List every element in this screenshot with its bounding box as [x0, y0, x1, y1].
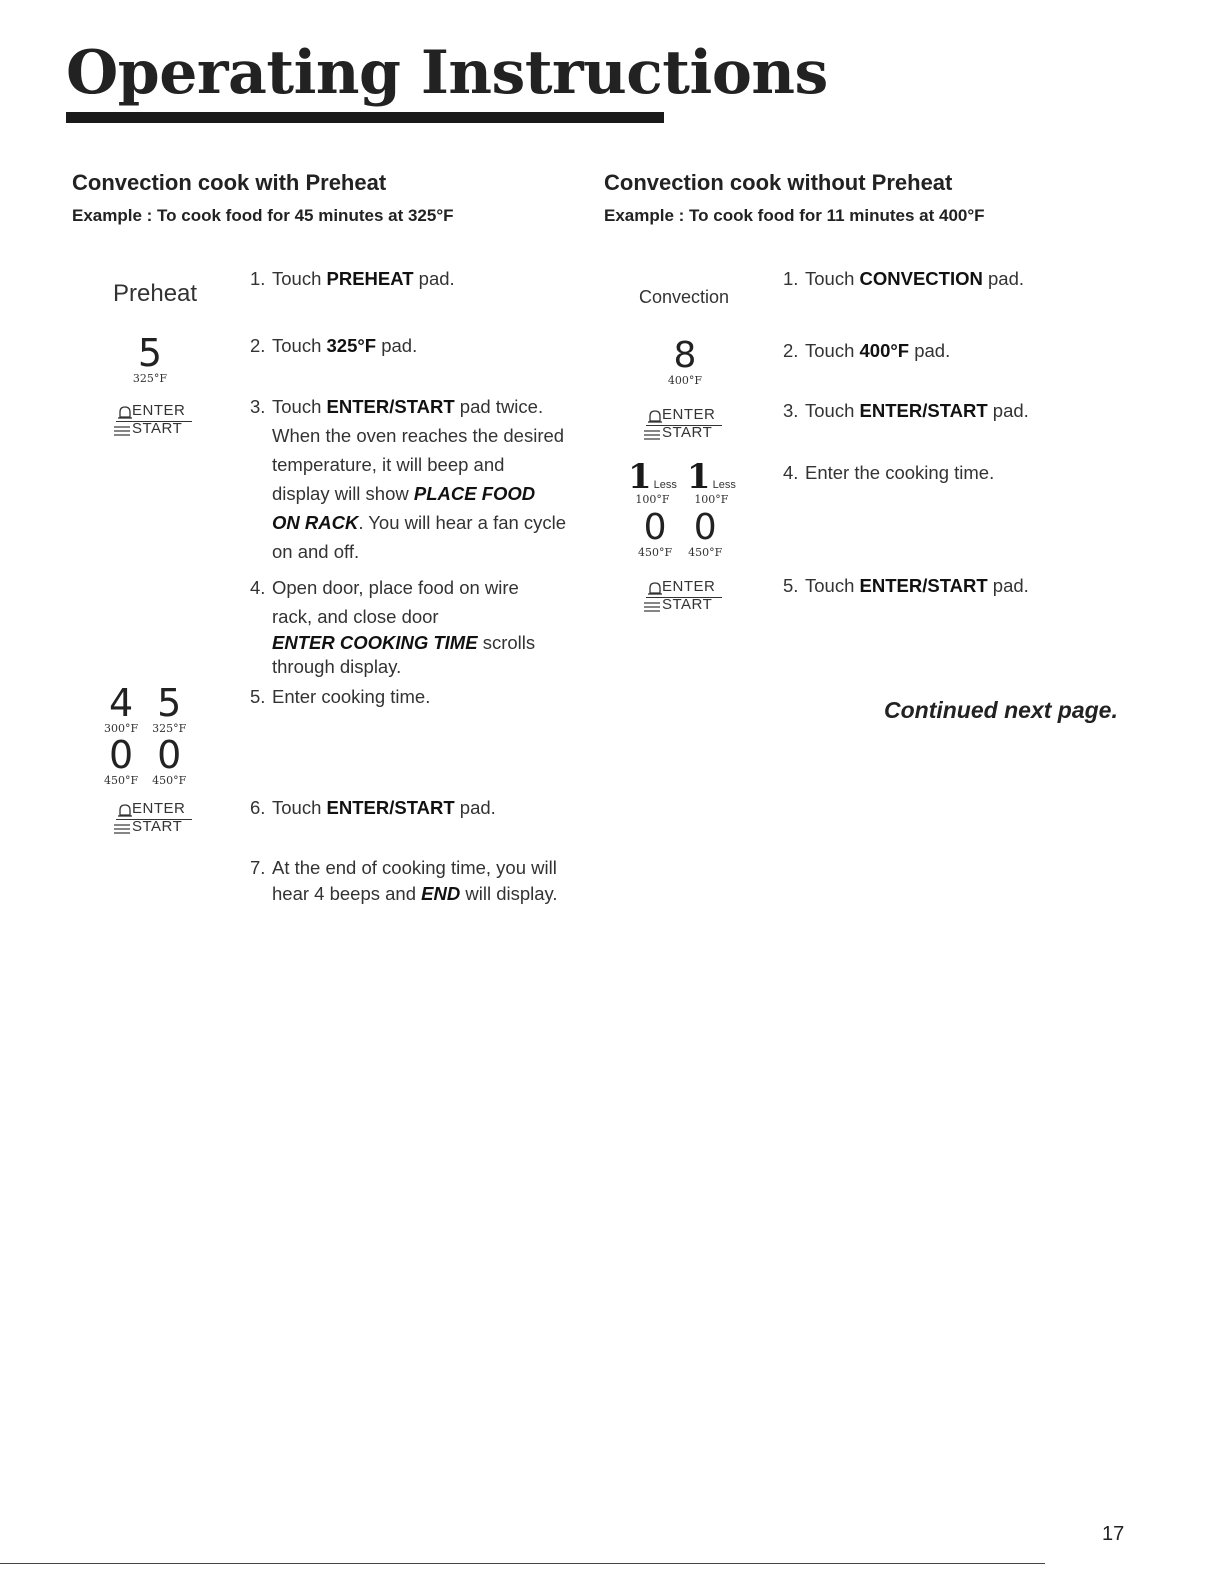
display-message: ENTER COOKING TIME [272, 632, 478, 653]
step-text: Touch [272, 335, 327, 356]
right-section-heading: Convection cook without Preheat [604, 170, 953, 195]
time-digit-pad [688, 507, 723, 559]
pad-digit: 1 [628, 457, 652, 497]
enter-start-pad [114, 402, 194, 442]
step-text: Touch [805, 575, 860, 596]
left-step-1 [250, 264, 455, 293]
step-line [250, 881, 558, 907]
footer-rule [0, 1563, 1045, 1564]
step-key: ENTER/START [859, 400, 988, 421]
enter-label: ENTER [662, 406, 716, 423]
start-label: START [662, 596, 713, 613]
preheat-pad: Preheat [113, 280, 198, 307]
step-key: 400°F [859, 340, 910, 361]
step-number: 1. [250, 268, 266, 289]
page-title: Operating Instructions [66, 38, 828, 108]
display-message: ON RACK [272, 512, 359, 533]
step-number: 3. [783, 400, 799, 421]
display-message: PLACE FOOD [413, 483, 536, 504]
step-text: pad twice. [454, 396, 544, 417]
step-text: scrolls [477, 632, 536, 653]
step-number: 2. [783, 340, 799, 361]
step-text: hear 4 beeps and [272, 883, 422, 904]
start-label: START [662, 424, 713, 441]
start-lines-icon [114, 426, 130, 436]
left-step-3 [250, 392, 566, 566]
pad-digit-label: 325°F [132, 372, 168, 385]
time-digit-pad [686, 457, 736, 506]
step-text: pad. [454, 797, 496, 818]
step-line [250, 508, 566, 537]
time-digit-pad [104, 733, 139, 787]
pad-digit-label: 100°F [694, 492, 729, 506]
right-step-4 [783, 458, 994, 487]
less-label: Less [653, 478, 677, 491]
step-text: . You will hear a fan cycle [358, 512, 567, 533]
step-line [250, 631, 535, 655]
step-number: 1. [783, 268, 799, 289]
left-section-heading: Convection cook with Preheat [72, 170, 387, 195]
left-step-4 [250, 573, 535, 679]
start-label: START [132, 420, 183, 437]
step-number: 2. [250, 335, 266, 356]
step-text: Touch [805, 268, 860, 289]
pad-digit: 4 [108, 681, 134, 725]
step-key: ENTER/START [326, 797, 455, 818]
step-text: Touch [272, 268, 327, 289]
temp-325-pad [130, 331, 170, 385]
pad-digit-label: 325°F [152, 722, 187, 735]
step-line: temperature, it will beep and [272, 454, 505, 475]
step-text: pad. [987, 400, 1029, 421]
time-digit-pad [152, 681, 187, 735]
step-number: 6. [250, 797, 266, 818]
start-lines-icon [644, 430, 660, 440]
left-step-6 [250, 793, 496, 822]
pad-digit: 5 [157, 681, 182, 725]
right-step-5 [783, 571, 1029, 600]
page-number: 17 [1102, 1523, 1125, 1545]
step-text: pad. [987, 575, 1029, 596]
step-text: Touch [805, 340, 860, 361]
step-text: pad. [413, 268, 455, 289]
step-number: 5. [783, 575, 799, 596]
step-text: Enter the cooking time. [805, 462, 995, 483]
step-key: ENTER/START [859, 575, 988, 596]
enter-label: ENTER [662, 578, 716, 595]
pad-digit-label: 450°F [104, 774, 139, 787]
pad-digit: 0 [108, 733, 134, 777]
less-label: Less [712, 478, 736, 491]
step-number: 7. [250, 857, 266, 878]
time-00-pads [104, 733, 187, 787]
step-text: pad. [909, 340, 951, 361]
pad-digit-label: 300°F [104, 722, 139, 735]
enter-label: ENTER [132, 402, 186, 419]
step-key: CONVECTION [859, 268, 983, 289]
time-digit-pad [628, 457, 677, 506]
pad-digit: 8 [673, 335, 697, 376]
right-step-2 [783, 336, 950, 365]
time-digit-pad [152, 733, 187, 787]
step-text: Touch [272, 396, 327, 417]
left-section-example: Example : To cook food for 45 minutes at 325°F [72, 206, 454, 225]
pad-digit-label: 400°F [667, 374, 703, 387]
time-digit-pad [638, 507, 673, 559]
pad-digit-label: 450°F [688, 546, 723, 559]
step-line: When the oven reaches the desired [272, 425, 565, 446]
time-digit-pad [104, 681, 139, 735]
pad-digit: 5 [137, 331, 163, 375]
step-line: through display. [272, 656, 402, 677]
step-key: 325°F [326, 335, 377, 356]
step-text: display will show [272, 483, 414, 504]
step-text: pad. [982, 268, 1025, 289]
step-text: Touch [805, 400, 860, 421]
step-key: PREHEAT [326, 268, 414, 289]
left-step-5 [250, 682, 430, 711]
step-line: rack, and close door [272, 606, 439, 627]
pad-digit-label: 100°F [635, 492, 670, 506]
pad-digit-label: 450°F [152, 774, 187, 787]
time-11-pads [628, 457, 736, 506]
title-underline-bar [66, 112, 664, 123]
temp-400-pad [665, 335, 705, 387]
step-text: At the end of cooking time, you will [272, 857, 557, 878]
display-message: END [421, 883, 461, 904]
pad-digit: 0 [157, 733, 182, 777]
enter-label: ENTER [132, 800, 186, 817]
enter-start-pad [114, 800, 194, 840]
step-number: 5. [250, 686, 266, 707]
enter-start-pad [644, 578, 724, 618]
time-00-pads [638, 507, 723, 559]
step-text: will display. [460, 883, 558, 904]
pad-digit: 1 [686, 457, 711, 497]
start-lines-icon [114, 824, 130, 834]
convection-pad: Convection [639, 287, 730, 307]
step-text: Touch [272, 797, 327, 818]
right-step-1 [783, 264, 1024, 293]
step-number: 4. [250, 577, 266, 598]
pad-digit: 0 [643, 507, 667, 548]
right-step-3 [783, 396, 1029, 425]
step-line: on and off. [272, 541, 360, 562]
step-text: pad. [376, 335, 418, 356]
start-label: START [132, 818, 183, 835]
start-lines-icon [644, 602, 660, 612]
pad-digit: 0 [693, 507, 717, 548]
left-step-7 [250, 855, 558, 907]
right-section-example: Example : To cook food for 11 minutes at 400°F [604, 206, 985, 225]
step-number: 4. [783, 462, 799, 483]
continued-next-page: Continued next page. [884, 697, 1118, 723]
step-line [250, 479, 566, 508]
left-step-2 [250, 331, 417, 360]
step-text: Open door, place food on wire [272, 577, 519, 598]
pad-digit-label: 450°F [638, 546, 673, 559]
step-key: ENTER/START [326, 396, 455, 417]
time-45-pads [104, 681, 187, 735]
step-text: Enter cooking time. [272, 686, 431, 707]
enter-start-pad [644, 406, 724, 446]
step-number: 3. [250, 396, 266, 417]
